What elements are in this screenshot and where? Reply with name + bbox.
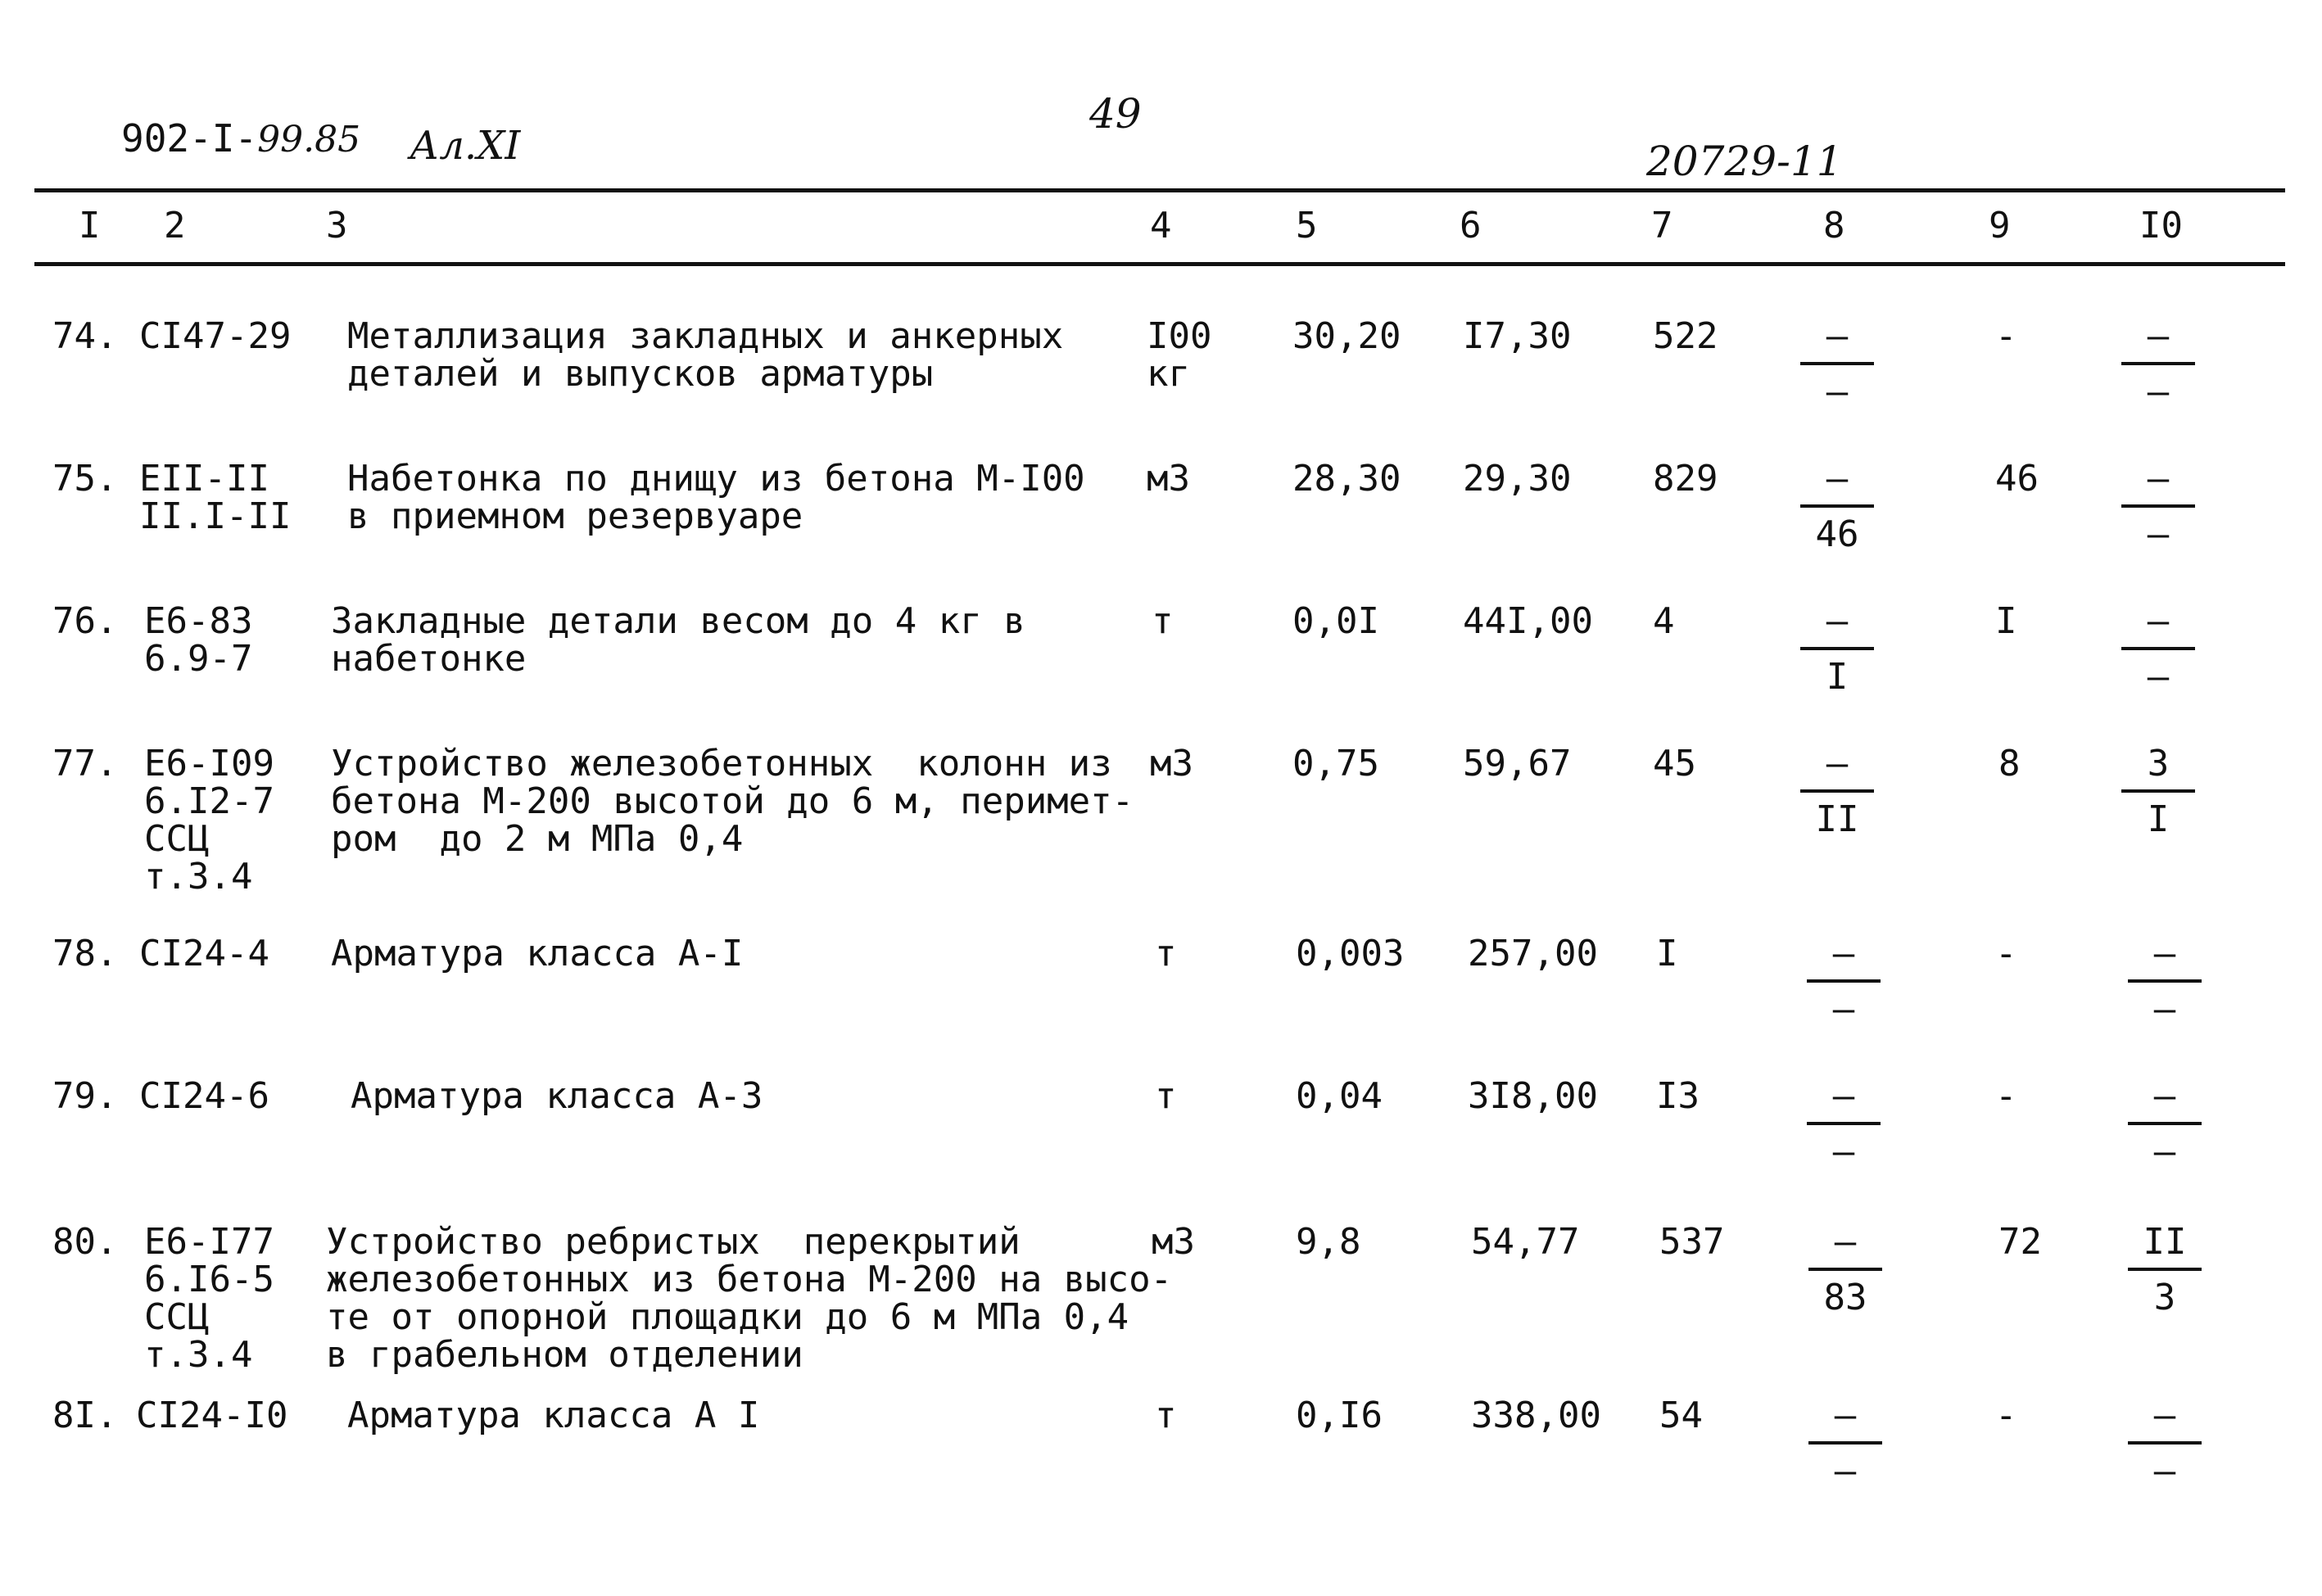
row-number: 77. xyxy=(52,743,118,784)
quantity: 0,003 xyxy=(1296,933,1405,974)
column-header-8: 8 xyxy=(1823,205,1845,246)
column-8-fraction: – 46 xyxy=(1800,460,1874,554)
column-8-fraction: – II xyxy=(1800,745,1874,839)
column-header-2: 2 xyxy=(164,205,186,246)
column-8-fraction: – 83 xyxy=(1808,1223,1882,1317)
rate-code: CI24-4 xyxy=(139,933,269,974)
fraction-bar xyxy=(2128,1268,2202,1271)
quantity: 0,0I xyxy=(1292,600,1379,642)
column-10-fraction: 3 I xyxy=(2121,745,2195,839)
row-number: 74. xyxy=(52,315,118,357)
work-description: Металлизация закладных и анкерных деталей и выпусков арматуры xyxy=(347,315,1064,395)
unit: т xyxy=(1155,1395,1177,1436)
fraction-bar xyxy=(2128,1441,2202,1445)
total-cost: 45 xyxy=(1653,743,1696,784)
header-bottom-rule xyxy=(34,262,2285,266)
row-number: 76. xyxy=(52,600,118,642)
rate-code: CI24-6 xyxy=(139,1075,269,1117)
unit: м3 xyxy=(1152,1221,1195,1263)
rate-code: E6-I09 6.I2-7 ССЦ т.3.4 xyxy=(144,743,274,897)
fraction-bar xyxy=(2121,789,2195,793)
total-cost: 4 xyxy=(1653,600,1675,642)
column-9-value: 72 xyxy=(1998,1221,2042,1263)
fraction-bar xyxy=(1807,979,1881,983)
column-header-10: I0 xyxy=(2139,205,2183,246)
fraction-bar xyxy=(2121,647,2195,650)
unit-price: 54,77 xyxy=(1471,1221,1580,1263)
column-8-fraction: – – xyxy=(1807,1078,1881,1171)
unit: т xyxy=(1155,1075,1177,1117)
header-top-rule xyxy=(34,188,2285,192)
work-description: Устройство железобетонных колонн из бетона М-200 высотой до 6 м, перимет- ром до 2 м МПа 0,4 xyxy=(331,743,1134,860)
work-description: Закладные детали весом до 4 кг в набетонке xyxy=(331,600,1025,680)
column-header-1: I xyxy=(79,205,101,246)
row-number: 78. xyxy=(52,933,118,974)
column-10-fraction: – – xyxy=(2121,460,2195,554)
rate-code: EII-II II.I-II xyxy=(139,458,292,537)
unit-price: 59,67 xyxy=(1463,743,1572,784)
column-10-fraction: – – xyxy=(2121,318,2195,411)
column-header-9: 9 xyxy=(1989,205,2011,246)
album-number: Ал.XI xyxy=(410,123,521,169)
work-description: Набетонка по днищу из бетона М-I00 в приемном резервуаре xyxy=(347,458,1085,537)
column-8-fraction: – – xyxy=(1808,1397,1882,1490)
fraction-bar xyxy=(1800,789,1874,793)
column-8-fraction: – – xyxy=(1807,935,1881,1029)
fraction-bar xyxy=(2128,1122,2202,1125)
column-10-fraction: – – xyxy=(2128,1078,2202,1171)
row-number: 75. xyxy=(52,458,118,500)
fraction-bar xyxy=(1800,504,1874,508)
quantity: 0,I6 xyxy=(1296,1395,1383,1436)
quantity: 30,20 xyxy=(1292,315,1401,357)
document-code-handwritten: 99.85 xyxy=(257,119,361,161)
fraction-bar xyxy=(1800,362,1874,365)
column-10-fraction: – – xyxy=(2121,603,2195,696)
column-header-3: 3 xyxy=(326,205,348,246)
unit-price: 338,00 xyxy=(1471,1395,1601,1436)
column-9-value: - xyxy=(1995,315,2017,357)
total-cost: I xyxy=(1656,933,1678,974)
fraction-bar xyxy=(1807,1122,1881,1125)
column-9-value: - xyxy=(1995,933,2017,974)
work-description: Устройство ребристых перекрытий железобетонных из бетона М-200 на высо- те от опорной площадки до 6 м МПа 0,4 в грабельном отделении xyxy=(326,1221,1173,1376)
column-header-6: 6 xyxy=(1460,205,1482,246)
quantity: 0,04 xyxy=(1296,1075,1383,1117)
rate-code: E6-I77 6.I6-5 ССЦ т.3.4 xyxy=(144,1221,274,1376)
quantity: 0,75 xyxy=(1292,743,1379,784)
unit: т xyxy=(1152,600,1174,642)
unit-price: 3I8,00 xyxy=(1468,1075,1598,1117)
fraction-bar xyxy=(1808,1268,1882,1271)
work-description: Арматура класса А-3 xyxy=(351,1075,763,1117)
fraction-bar xyxy=(2128,979,2202,983)
column-9-value: - xyxy=(1995,1075,2017,1117)
quantity: 28,30 xyxy=(1292,458,1401,500)
unit: м3 xyxy=(1147,458,1190,500)
column-header-5: 5 xyxy=(1296,205,1318,246)
column-10-fraction: II 3 xyxy=(2128,1223,2202,1317)
column-9-value: I xyxy=(1995,600,2017,642)
column-8-fraction: – – xyxy=(1800,318,1874,411)
rate-code: CI24-I0 xyxy=(136,1395,288,1436)
rate-code: E6-83 6.9-7 xyxy=(144,600,253,680)
work-description: Арматура класса А-I xyxy=(331,933,744,974)
unit: т xyxy=(1155,933,1177,974)
row-number: 80. xyxy=(52,1221,118,1263)
unit-price: 257,00 xyxy=(1468,933,1598,974)
unit-price: I7,30 xyxy=(1463,315,1572,357)
row-number: 8I. xyxy=(52,1395,118,1436)
column-8-fraction: – I xyxy=(1800,603,1874,696)
unit: м3 xyxy=(1150,743,1193,784)
total-cost: 537 xyxy=(1659,1221,1725,1263)
column-10-fraction: – – xyxy=(2128,1397,2202,1490)
quantity: 9,8 xyxy=(1296,1221,1361,1263)
total-cost: 829 xyxy=(1653,458,1718,500)
column-9-value: - xyxy=(1995,1395,2017,1436)
column-9-value: 8 xyxy=(1998,743,2021,784)
work-description: Арматура класса А I xyxy=(347,1395,760,1436)
fraction-bar xyxy=(2121,504,2195,508)
row-number: 79. xyxy=(52,1075,118,1117)
unit-price: 44I,00 xyxy=(1463,600,1593,642)
column-9-value: 46 xyxy=(1995,458,2039,500)
total-cost: I3 xyxy=(1656,1075,1700,1117)
page-number: 49 xyxy=(1089,90,1142,138)
fraction-bar xyxy=(2121,362,2195,365)
fraction-bar xyxy=(1800,647,1874,650)
document-code-printed: 902-I- xyxy=(121,116,258,161)
column-header-7: 7 xyxy=(1651,205,1673,246)
total-cost: 522 xyxy=(1653,315,1718,357)
document-code xyxy=(121,116,360,161)
column-10-fraction: – – xyxy=(2128,935,2202,1029)
column-header-4: 4 xyxy=(1150,205,1172,246)
unit-price: 29,30 xyxy=(1463,458,1572,500)
fraction-bar xyxy=(1808,1441,1882,1445)
total-cost: 54 xyxy=(1659,1395,1703,1436)
unit: I00 кг xyxy=(1147,315,1212,395)
rate-code: CI47-29 xyxy=(139,315,292,357)
inventory-number: 20729-11 xyxy=(1646,138,1843,185)
